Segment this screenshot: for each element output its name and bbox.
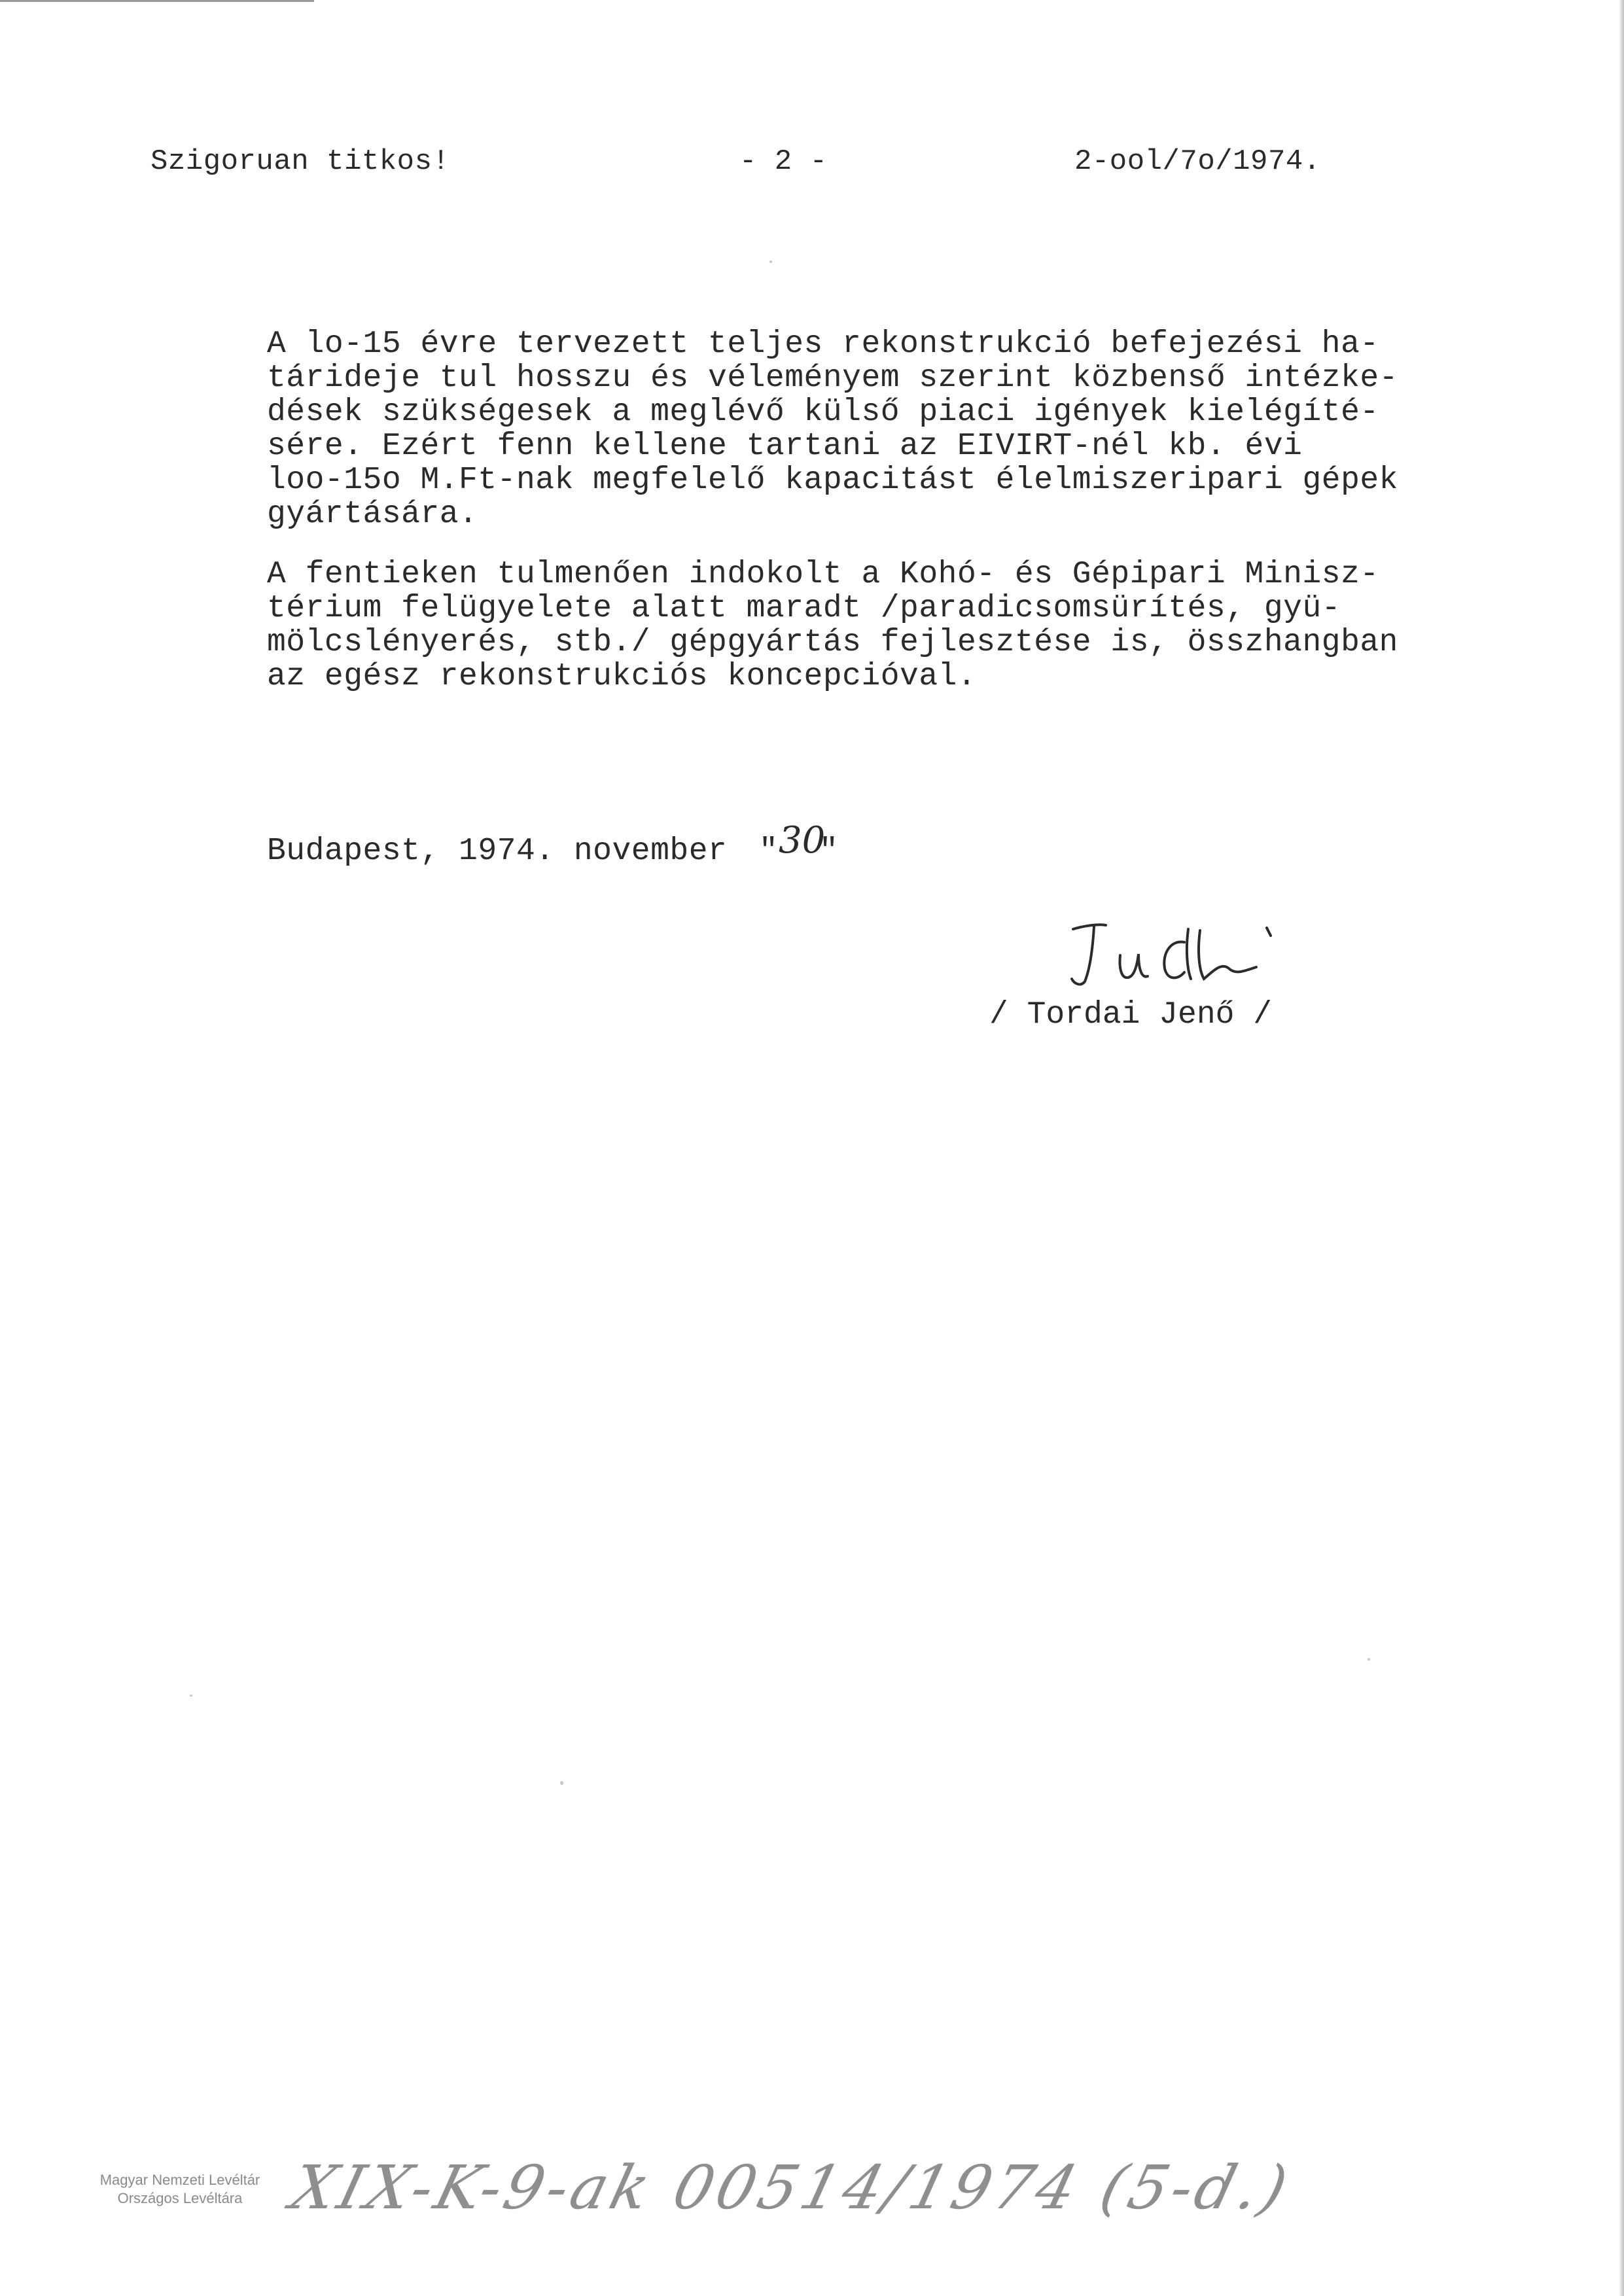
paragraph-line: mölcslényerés, stb./ gépgyártás fejlesztése is, összhangban [267, 625, 1398, 660]
archive-reference-number: XIX-K-9-ak 00514/1974 (5-d.) [284, 2153, 1298, 2223]
archive-stamp-line: Magyar Nemzeti Levéltár [99, 2172, 260, 2188]
place-and-date: Budapest, 1974. november [267, 834, 728, 869]
page-top-edge-line [0, 0, 314, 2]
paragraph-line: tárideje tul hosszu és véleményem szerint közbenső intézke- [267, 361, 1398, 396]
handwritten-day: 30 [779, 819, 826, 862]
paragraph-line: A lo-15 évre tervezett teljes rekonstrukció befejezési ha- [267, 327, 1379, 362]
handwritten-signature [1060, 916, 1296, 1001]
paragraph-line: sére. Ezért fenn kellene tartani az EIVIRT-nél kb. évi [267, 429, 1303, 464]
paragraph-line: gyártására. [267, 497, 478, 532]
paper-speck [769, 260, 772, 263]
paragraph-line: A fentieken tulmenően indokolt a Kohó- és Gépipari Minisz- [267, 557, 1379, 592]
classification-label: Szigoruan titkos! [150, 145, 450, 178]
paragraph-line: térium felügyelete alatt maradt /paradicsomsürítés, gyü- [267, 591, 1341, 626]
paper-speck [560, 1781, 563, 1785]
paper-speck [1368, 1658, 1370, 1661]
document-reference: 2-ool/7o/1974. [1074, 145, 1321, 178]
paper-speck [190, 1695, 192, 1697]
date-quote-open: " [759, 834, 778, 869]
body-paragraph-1 [267, 327, 1445, 531]
signer-name: / Tordai Jenő / [989, 997, 1273, 1033]
page-right-edge-shadow [1619, 0, 1624, 2296]
archive-stamp-line: Országos Levéltára [117, 2190, 243, 2206]
paragraph-line: az egész rekonstrukciós koncepcióval. [267, 659, 977, 694]
date-quote-close: " [819, 834, 838, 869]
body-paragraph-2 [267, 557, 1445, 694]
archive-stamp [85, 2171, 275, 2208]
paragraph-line: loo-15o M.Ft-nak megfelelő kapacitást élelmiszeripari gépek [267, 463, 1398, 498]
paragraph-line: dések szükségesek a meglévő külső piaci igények kielégíté- [267, 395, 1379, 430]
page-number: - 2 - [739, 145, 828, 178]
